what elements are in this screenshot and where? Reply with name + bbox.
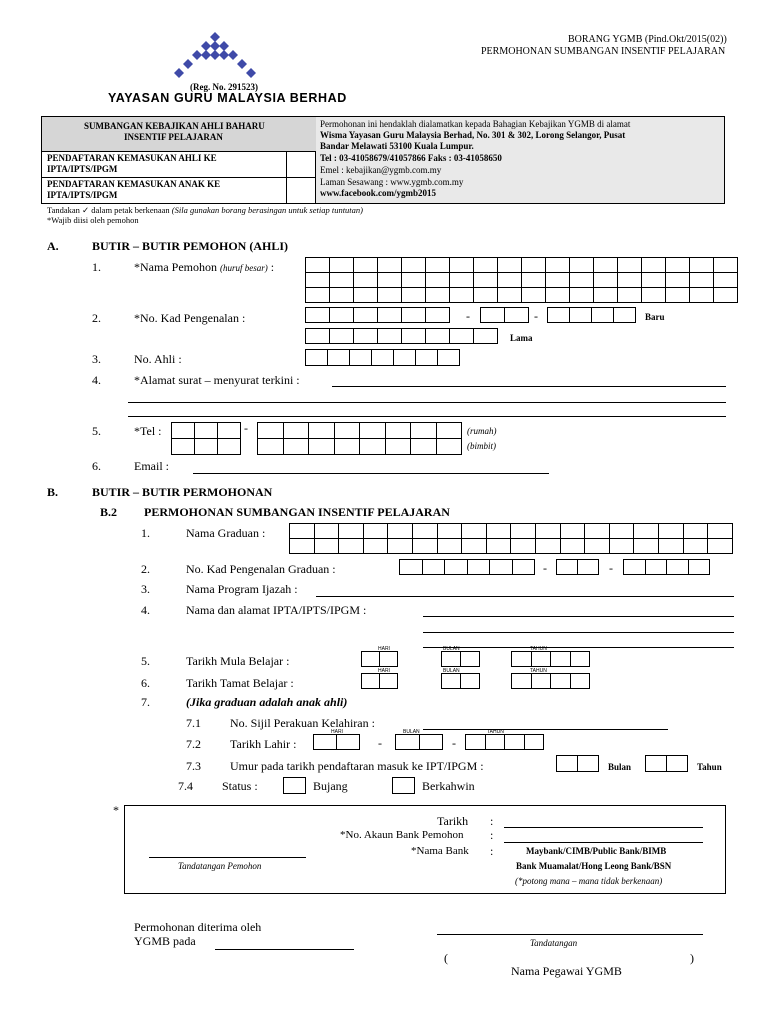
bank-options-2: Bank Muamalat/Hong Leong Bank/BSN xyxy=(516,861,672,871)
opt-anak-2: IPTA/IPTS/IPGM xyxy=(47,190,118,200)
applicant-sign-label: Tandatangan Pemohon xyxy=(178,861,262,871)
bank-name-label: *Nama Bank xyxy=(411,845,469,857)
end-year-input[interactable] xyxy=(512,674,590,689)
checkbox-ahli[interactable] xyxy=(286,151,316,177)
birth-cert-line[interactable] xyxy=(423,729,668,730)
married-checkbox[interactable] xyxy=(392,777,415,794)
b73-label: Umur pada tarikh pendaftaran masuk ke IPT/IPGM : xyxy=(230,759,484,773)
bank-acc-label: *No. Akaun Bank Pemohon xyxy=(340,829,464,841)
b72-label: Tarikh Lahir : xyxy=(230,737,297,751)
b2-label: No. Kad Pengenalan Graduan : xyxy=(186,562,336,576)
form-code: BORANG YGMB (Pind.Okt/2015(02)) xyxy=(568,34,727,45)
opt-ahli-1: PENDAFTARAN KEMASUKAN AHLI KE xyxy=(47,153,217,163)
end-month-label: BULAN xyxy=(443,668,460,674)
age-month-input[interactable] xyxy=(557,756,599,772)
b74-number: 7.4 xyxy=(178,779,193,793)
ic-new-label: Baru xyxy=(645,312,665,322)
start-day-input[interactable] xyxy=(362,652,398,667)
b71-number: 7.1 xyxy=(186,716,201,730)
officer-sign-line[interactable] xyxy=(437,934,703,935)
addr-6: Laman Sesawang : www.ygmb.com.my xyxy=(320,177,464,187)
b1-number: 1. xyxy=(141,526,150,540)
ygmb-logo xyxy=(172,30,258,82)
single-label: Bujang xyxy=(313,779,348,793)
tel-dash: - xyxy=(244,421,248,435)
ipt-line-1[interactable] xyxy=(423,616,734,617)
b3-number: 3. xyxy=(141,582,150,596)
a6-label: Email : xyxy=(134,459,169,473)
tel-number-grid[interactable] xyxy=(258,423,462,455)
a2-number: 2. xyxy=(92,311,101,325)
bank-acc-colon: : xyxy=(490,828,494,842)
section-b-letter: B. xyxy=(47,485,59,499)
start-year-input[interactable] xyxy=(512,652,590,667)
b4-label: Nama dan alamat IPTA/IPTS/IPGM : xyxy=(186,603,367,617)
received-date-line[interactable] xyxy=(215,949,354,950)
start-year-label: TAHUN xyxy=(530,646,547,652)
b74-label: Status : xyxy=(222,779,258,793)
bank-note: (*potong mana – mana tidak berkenaan) xyxy=(515,876,663,886)
officer-sign-label: Tandatangan xyxy=(530,938,578,948)
end-day-input[interactable] xyxy=(362,674,398,689)
applicant-name-grid[interactable] xyxy=(306,258,738,303)
address-line-2[interactable] xyxy=(128,402,726,403)
tel-mobile-label: (bimbit) xyxy=(467,441,496,451)
bank-options-1: Maybank/CIMB/Public Bank/BIMB xyxy=(526,846,667,856)
b3-label: Nama Program Ijazah : xyxy=(186,582,298,596)
b1-label: Nama Graduan : xyxy=(186,526,266,540)
dob-year-label: TAHUN xyxy=(487,729,504,735)
dob-dash-1: - xyxy=(378,736,382,750)
checkbox-anak[interactable] xyxy=(286,177,316,203)
b5-label: Tarikh Mula Belajar : xyxy=(186,654,290,668)
a3-number: 3. xyxy=(92,352,101,366)
single-checkbox[interactable] xyxy=(283,777,306,794)
sign-asterisk: * xyxy=(113,803,119,817)
addr-3: Bandar Melawati 53100 Kuala Lumpur. xyxy=(320,141,474,151)
age-year-label: Tahun xyxy=(697,762,722,772)
address-line-1[interactable] xyxy=(332,386,726,387)
bank-name-colon: : xyxy=(490,844,494,858)
b4-number: 4. xyxy=(141,603,150,617)
a1-label: *Nama Pemohon (huruf besar) : xyxy=(134,260,275,274)
start-month-label: BULAN xyxy=(443,646,460,652)
dob-dash-2: - xyxy=(452,736,456,750)
age-year-input[interactable] xyxy=(646,756,688,772)
age-month-label: Bulan xyxy=(608,762,632,772)
ic-new-part2[interactable] xyxy=(481,308,529,323)
dob-month-label: BULAN xyxy=(403,729,420,735)
ic-dash-2: - xyxy=(534,309,538,323)
form-title: PERMOHONAN SUMBANGAN INSENTIF PELAJARAN xyxy=(481,46,726,57)
section-b2-number: B.2 xyxy=(100,505,118,519)
start-month-input[interactable] xyxy=(442,652,480,667)
b7-label: (Jika graduan adalah anak ahli) xyxy=(186,695,348,709)
bank-acc-line[interactable] xyxy=(504,842,703,843)
received-label-2: YGMB pada xyxy=(134,934,196,948)
tel-prefix-grid[interactable] xyxy=(172,423,241,455)
ipt-line-2[interactable] xyxy=(423,632,734,633)
a5-label: *Tel : xyxy=(134,424,162,438)
ipt-line-3[interactable] xyxy=(423,647,734,648)
ic-old-label: Lama xyxy=(510,333,533,343)
b6-number: 6. xyxy=(141,676,150,690)
section-b2-title: PERMOHONAN SUMBANGAN INSENTIF PELAJARAN xyxy=(144,505,450,519)
date-line[interactable] xyxy=(504,827,703,828)
section-b-title: BUTIR – BUTIR PERMOHONAN xyxy=(92,485,273,499)
addr-2: Wisma Yayasan Guru Malaysia Berhad, No. 301 & 302, Lorong Selangor, Pusat xyxy=(320,130,626,140)
address-line-3[interactable] xyxy=(128,416,726,417)
reg-no: (Reg. No. 291523) xyxy=(190,82,258,92)
end-month-input[interactable] xyxy=(442,674,480,689)
grad-ic-part3[interactable] xyxy=(624,560,710,575)
addr-7: www.facebook.com/ygmb2015 xyxy=(320,188,436,198)
opt-anak-1: PENDAFTARAN KEMASUKAN ANAK KE xyxy=(47,179,221,189)
email-line[interactable] xyxy=(193,473,549,474)
addr-5: Emel : kebajikan@ygmb.com.my xyxy=(320,165,442,175)
grad-ic-dash-1: - xyxy=(543,561,547,575)
a2-label: *No. Kad Pengenalan : xyxy=(134,311,246,325)
scheme-title-1: SUMBANGAN KEBAJIKAN AHLI BAHARU xyxy=(84,121,265,131)
a4-label: *Alamat surat – menyurat terkini : xyxy=(134,373,300,387)
grad-ic-part2[interactable] xyxy=(557,560,599,575)
b2-number: 2. xyxy=(141,562,150,576)
married-label: Berkahwin xyxy=(422,779,475,793)
ic-new-part1[interactable] xyxy=(306,308,450,323)
dob-day-input[interactable] xyxy=(314,735,360,750)
dob-year-input[interactable] xyxy=(466,735,544,750)
dob-month-input[interactable] xyxy=(396,735,443,750)
officer-paren-close: ) xyxy=(690,951,694,965)
section-a-letter: A. xyxy=(47,239,59,253)
grad-ic-part1[interactable] xyxy=(400,560,535,575)
ic-old-input[interactable] xyxy=(306,329,498,344)
opt-ahli-2: IPTA/IPTS/IPGM xyxy=(47,164,118,174)
tel-home-label: (rumah) xyxy=(467,426,497,436)
ic-new-part3[interactable] xyxy=(548,308,636,323)
b73-number: 7.3 xyxy=(186,759,201,773)
b72-number: 7.2 xyxy=(186,737,201,751)
officer-name-label: Nama Pegawai YGMB xyxy=(511,964,622,978)
b5-number: 5. xyxy=(141,654,150,668)
scheme-title-2: INSENTIF PELAJARAN xyxy=(124,132,223,142)
end-day-label: HARI xyxy=(378,668,390,674)
ic-dash-1: - xyxy=(466,309,470,323)
date-label: Tarikh xyxy=(437,814,469,828)
grad-ic-dash-2: - xyxy=(609,561,613,575)
addr-1: Permohonan ini hendaklah dialamatkan kepada Bahagian Kebajikan YGMB di alamat xyxy=(320,119,631,129)
a6-number: 6. xyxy=(92,459,101,473)
a5-number: 5. xyxy=(92,424,101,438)
section-a-title: BUTIR – BUTIR PEMOHON (AHLI) xyxy=(92,239,289,253)
b71-label: No. Sijil Perakuan Kelahiran : xyxy=(230,716,375,730)
a4-number: 4. xyxy=(92,373,101,387)
b6-label: Tarikh Tamat Belajar : xyxy=(186,676,294,690)
officer-paren-open: ( xyxy=(444,951,448,965)
end-year-label: TAHUN xyxy=(530,668,547,674)
addr-4: Tel : 03-41058679/41057866 Faks : 03-41058650 xyxy=(320,153,502,163)
program-line[interactable] xyxy=(316,596,734,597)
applicant-sign-line[interactable] xyxy=(149,857,306,858)
member-no-input[interactable] xyxy=(306,350,460,366)
a3-label: No. Ahli : xyxy=(134,352,182,366)
org-name: YAYASAN GURU MALAYSIA BERHAD xyxy=(108,91,347,105)
received-label-1: Permohonan diterima oleh xyxy=(134,920,262,934)
date-colon: : xyxy=(490,814,494,828)
graduate-name-grid[interactable] xyxy=(290,524,733,554)
dob-day-label: HARI xyxy=(331,729,343,735)
mandatory-note: *Wajib diisi oleh pemohon xyxy=(47,215,139,225)
b7-number: 7. xyxy=(141,695,150,709)
tick-note: Tandakan ✓ dalam petak berkenaan (Sila gunakan borang berasingan untuk setiap tuntutan) xyxy=(47,205,364,215)
start-day-label: HARI xyxy=(378,646,390,652)
a1-number: 1. xyxy=(92,260,101,274)
